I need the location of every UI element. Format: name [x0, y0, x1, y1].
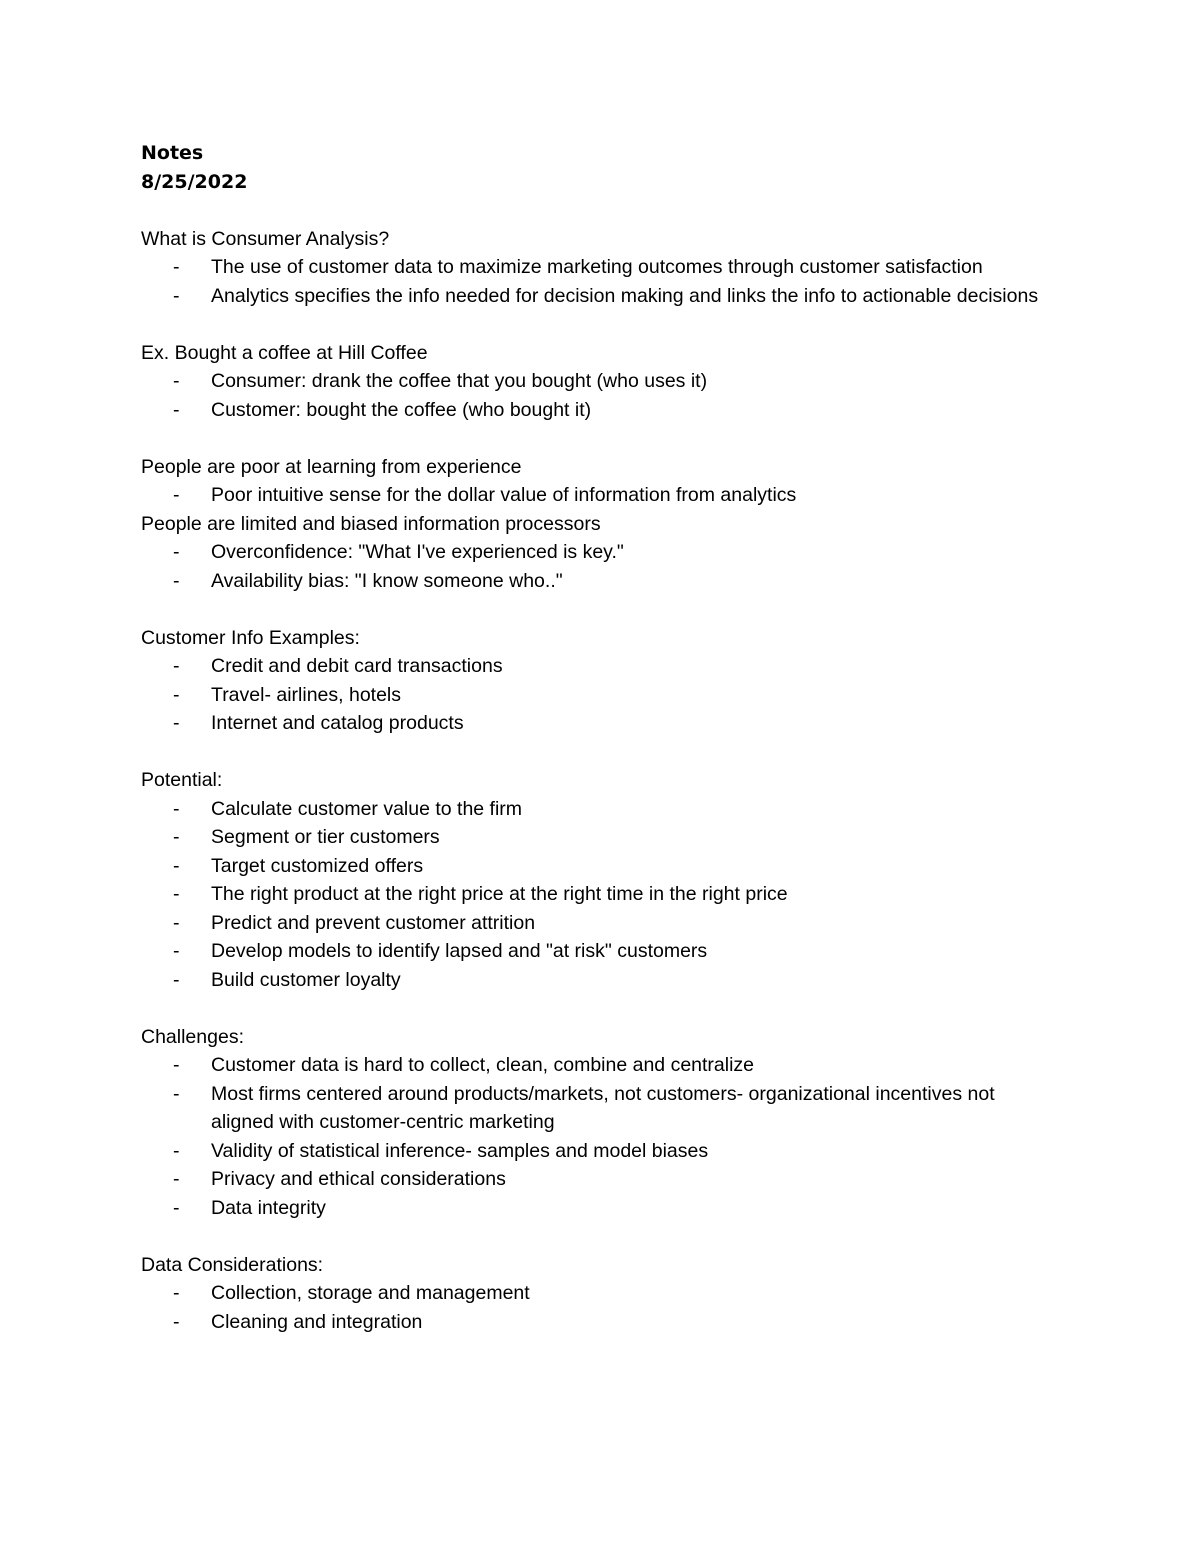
list-item-text: Customer data is hard to collect, clean, combine and centralize [211, 1054, 755, 1076]
bullet-dash: - [173, 484, 180, 506]
bullet-dash: - [173, 940, 180, 962]
list-item [141, 282, 1081, 311]
bullet-dash: - [173, 284, 180, 307]
bullet-dash: - [173, 883, 180, 905]
section-heading: Customer Info Examples: [141, 626, 360, 649]
bullet-dash: - [173, 968, 180, 991]
list-item [141, 1137, 1081, 1166]
list-item-text: Privacy and ethical considerations [211, 1168, 506, 1190]
bullet-dash: - [173, 1054, 180, 1076]
list-item [141, 253, 1081, 282]
list-item [141, 1165, 1081, 1194]
list-item-text: Develop models to identify lapsed and "at risk" customers [211, 940, 708, 962]
bullet-dash: - [173, 1082, 180, 1105]
list-item [141, 538, 1081, 567]
list-item [141, 937, 1081, 966]
bullet-dash: - [173, 797, 180, 820]
list-item-text: Calculate customer value to the firm [211, 797, 523, 820]
list-item-text: Most firms centered around products/markets, not customers- organizational incentives not aligned with customer-centric marketing [211, 1082, 995, 1133]
list-item-text: Segment or tier customers [211, 826, 440, 848]
spacer [141, 196, 1081, 225]
notes-date: 8/25/2022 [141, 170, 248, 193]
list-item [141, 1080, 1081, 1137]
list-item-text: Availability bias: "I know someone who.." [211, 569, 563, 592]
section-heading: Potential: [141, 769, 223, 791]
spacer [141, 1222, 1081, 1251]
list-item [141, 1051, 1081, 1080]
bullet-dash: - [173, 1168, 180, 1190]
bullet-dash: - [173, 826, 180, 848]
spacer [141, 595, 1081, 624]
list-item-text: The right product at the right price at the right time in the right price [211, 883, 788, 905]
bullet-dash: - [173, 541, 180, 563]
list-item-text: Collection, storage and management [211, 1282, 530, 1304]
section-heading: People are poor at learning from experience [141, 455, 522, 478]
list-item [141, 681, 1081, 710]
bullet-dash: - [173, 256, 180, 278]
list-item-text: Customer: bought the coffee (who bought it) [211, 398, 592, 421]
list-item [141, 823, 1081, 852]
list-item-text: Credit and debit card transactions [211, 655, 503, 677]
bullet-dash: - [173, 398, 180, 421]
list-item-text: The use of customer data to maximize marketing outcomes through customer satisfaction [211, 256, 983, 278]
list-item-text: Poor intuitive sense for the dollar value of information from analytics [211, 484, 797, 506]
list-item-text: Data integrity [211, 1196, 326, 1219]
list-item-text: Travel- airlines, hotels [211, 683, 402, 706]
bullet-dash: - [173, 712, 180, 734]
list-item [141, 481, 1081, 510]
notes-title: Notes [141, 142, 204, 164]
list-item [141, 709, 1081, 738]
spacer [141, 310, 1081, 339]
list-item [141, 396, 1081, 425]
list-item-text: Analytics specifies the info needed for decision making and links the info to actionable decisions [211, 284, 1039, 307]
list-item [141, 909, 1081, 938]
section-heading: What is Consumer Analysis? [141, 227, 390, 250]
list-item-text: Build customer loyalty [211, 968, 401, 991]
list-item-text: Target customized offers [211, 854, 424, 877]
bullet-dash: - [173, 1139, 180, 1162]
section-heading: Data Considerations: [141, 1253, 324, 1276]
spacer [141, 424, 1081, 453]
section-heading: Challenges: [141, 1025, 244, 1048]
bullet-dash: - [173, 683, 180, 706]
list-item [141, 567, 1081, 596]
spacer [141, 994, 1081, 1023]
section-heading: People are limited and biased information processors [141, 512, 601, 535]
list-item [141, 880, 1081, 909]
list-item-text: Predict and prevent customer attrition [211, 911, 536, 934]
list-item-text: Overconfidence: "What I've experienced is key." [211, 541, 624, 563]
list-item [141, 1308, 1081, 1337]
list-item [141, 852, 1081, 881]
list-item [141, 367, 1081, 396]
section-heading: Ex. Bought a coffee at Hill Coffee [141, 341, 428, 364]
bullet-dash: - [173, 1196, 180, 1219]
list-item-text: Consumer: drank the coffee that you bought (who uses it) [211, 370, 708, 392]
list-item-text: Cleaning and integration [211, 1310, 423, 1333]
list-item-text: Internet and catalog products [211, 712, 464, 734]
spacer [141, 738, 1081, 767]
list-item-text: Validity of statistical inference- samples and model biases [211, 1139, 709, 1162]
bullet-dash: - [173, 1310, 180, 1333]
list-item [141, 1279, 1081, 1308]
list-item [141, 652, 1081, 681]
bullet-dash: - [173, 569, 180, 592]
list-item [141, 795, 1081, 824]
bullet-dash: - [173, 370, 180, 392]
bullet-dash: - [173, 854, 180, 877]
list-item [141, 966, 1081, 995]
document-body [141, 139, 1081, 1336]
list-item [141, 1194, 1081, 1223]
bullet-dash: - [173, 655, 180, 677]
bullet-dash: - [173, 911, 180, 934]
bullet-dash: - [173, 1282, 180, 1304]
